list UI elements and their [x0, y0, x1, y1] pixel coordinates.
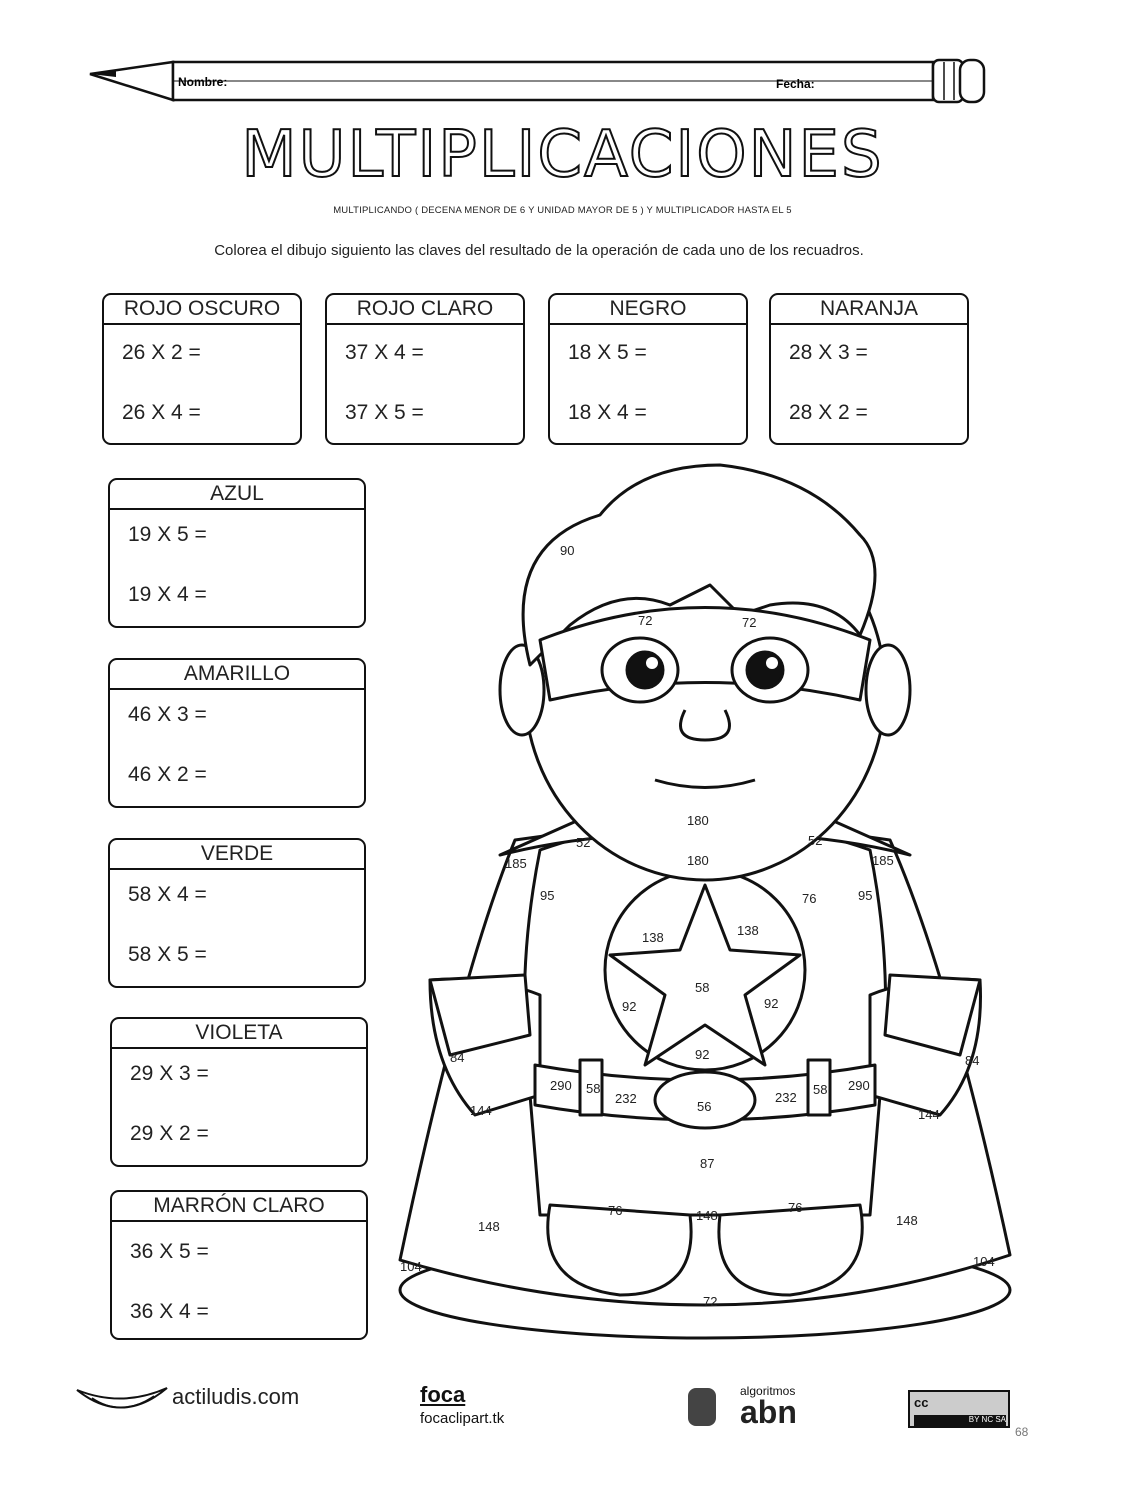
region-number: 58: [695, 980, 710, 995]
region-number: 58: [813, 1082, 828, 1097]
operation: 26 X 2 =: [122, 341, 201, 364]
region-number: 72: [703, 1294, 718, 1309]
region-number: 76: [608, 1203, 623, 1218]
operation: 26 X 4 =: [122, 401, 201, 424]
operation: 46 X 3 =: [128, 703, 207, 726]
foca-url[interactable]: focaclipart.tk: [420, 1410, 505, 1427]
operation: 36 X 4 =: [130, 1300, 209, 1323]
operation: 58 X 5 =: [128, 943, 207, 966]
operation: 28 X 3 =: [789, 341, 868, 364]
name-date-pencil: [88, 52, 988, 110]
color-label: MARRÓN CLARO: [112, 1192, 366, 1222]
color-key-box: [548, 293, 748, 445]
foca-logo: foca: [420, 1382, 466, 1407]
right-ear-shape: [866, 645, 910, 735]
operation: 36 X 5 =: [130, 1240, 209, 1263]
instructions: Colorea el dibujo siguiento las claves del resultado de la operación de cada uno de los recuadros.: [214, 242, 864, 259]
color-key-box: [325, 293, 525, 445]
date-label: Fecha:: [776, 77, 815, 91]
left-pupil: [627, 652, 663, 688]
cc-icon: cc: [914, 1395, 929, 1410]
cc-license-badge: [908, 1390, 1010, 1428]
region-number: 104: [400, 1259, 422, 1274]
region-number: 138: [642, 930, 664, 945]
region-number: 58: [586, 1081, 601, 1096]
region-number: 95: [540, 888, 555, 903]
color-label: AZUL: [110, 480, 364, 510]
superhero-coloring-figure: [390, 455, 1030, 1355]
region-number: 232: [775, 1090, 797, 1105]
abn-logo-icon: [688, 1388, 716, 1426]
region-number: 144: [918, 1107, 940, 1122]
operation: 18 X 4 =: [568, 401, 647, 424]
region-number: 148: [478, 1219, 500, 1234]
color-label: NEGRO: [550, 295, 746, 325]
operation: 46 X 2 =: [128, 763, 207, 786]
region-number: 84: [450, 1050, 465, 1065]
region-number: 87: [700, 1156, 715, 1171]
color-key-box: [108, 478, 366, 628]
color-key-box: [108, 838, 366, 988]
color-label: ROJO OSCURO: [104, 295, 300, 325]
abn-small-text: algoritmos: [740, 1384, 796, 1398]
operation: 29 X 3 =: [130, 1062, 209, 1085]
color-label: VIOLETA: [112, 1019, 366, 1049]
operation: 19 X 5 =: [128, 523, 207, 546]
color-label: VERDE: [110, 840, 364, 870]
region-number: 104: [973, 1254, 995, 1269]
name-label: Nombre:: [178, 75, 228, 89]
region-number: 72: [742, 615, 757, 630]
color-key-box: [110, 1190, 368, 1340]
color-label: AMARILLO: [110, 660, 364, 690]
operation: 28 X 2 =: [789, 401, 868, 424]
operation: 19 X 4 =: [128, 583, 207, 606]
region-number: 180: [687, 853, 709, 868]
actiludis-logo-icon: [72, 1378, 172, 1428]
region-number: 180: [687, 813, 709, 828]
color-key-box: [102, 293, 302, 445]
region-number: 95: [858, 888, 873, 903]
color-key-box: [769, 293, 969, 445]
actiludis-link[interactable]: actiludis.com: [172, 1384, 300, 1409]
region-number: 92: [764, 996, 779, 1011]
subtitle: MULTIPLICANDO ( DECENA MENOR DE 6 Y UNIDAD MAYOR DE 5 ) Y MULTIPLICADOR HASTA EL 5: [333, 205, 792, 216]
region-number: 52: [576, 835, 591, 850]
region-number: 56: [697, 1099, 712, 1114]
region-number: 52: [808, 833, 823, 848]
color-key-box: [110, 1017, 368, 1167]
abn-big-text: abn: [740, 1394, 797, 1430]
right-pupil: [747, 652, 783, 688]
operation: 37 X 5 =: [345, 401, 424, 424]
region-number: 290: [848, 1078, 870, 1093]
region-number: 138: [737, 923, 759, 938]
region-number: 185: [872, 853, 894, 868]
region-number: 72: [638, 613, 653, 628]
region-number: 76: [802, 891, 817, 906]
page-number: 68: [1015, 1425, 1029, 1439]
region-number: 92: [622, 999, 637, 1014]
operation: 29 X 2 =: [130, 1122, 209, 1145]
region-number: 84: [965, 1053, 980, 1068]
region-number: 185: [505, 856, 527, 871]
color-label: ROJO CLARO: [327, 295, 523, 325]
operation: 37 X 4 =: [345, 341, 424, 364]
region-number: 92: [695, 1047, 710, 1062]
operation: 18 X 5 =: [568, 341, 647, 364]
color-key-box: [108, 658, 366, 808]
region-number: 144: [470, 1103, 492, 1118]
operation: 58 X 4 =: [128, 883, 207, 906]
region-number: 90: [560, 543, 575, 558]
region-number: 76: [788, 1200, 803, 1215]
region-number: 148: [896, 1213, 918, 1228]
page-title: MULTIPLICACIONES: [241, 118, 884, 192]
region-number: 232: [615, 1091, 637, 1106]
region-number: 290: [550, 1078, 572, 1093]
region-number: 148: [696, 1208, 718, 1223]
color-label: NARANJA: [771, 295, 967, 325]
cc-terms: BY NC SA: [914, 1415, 1006, 1426]
